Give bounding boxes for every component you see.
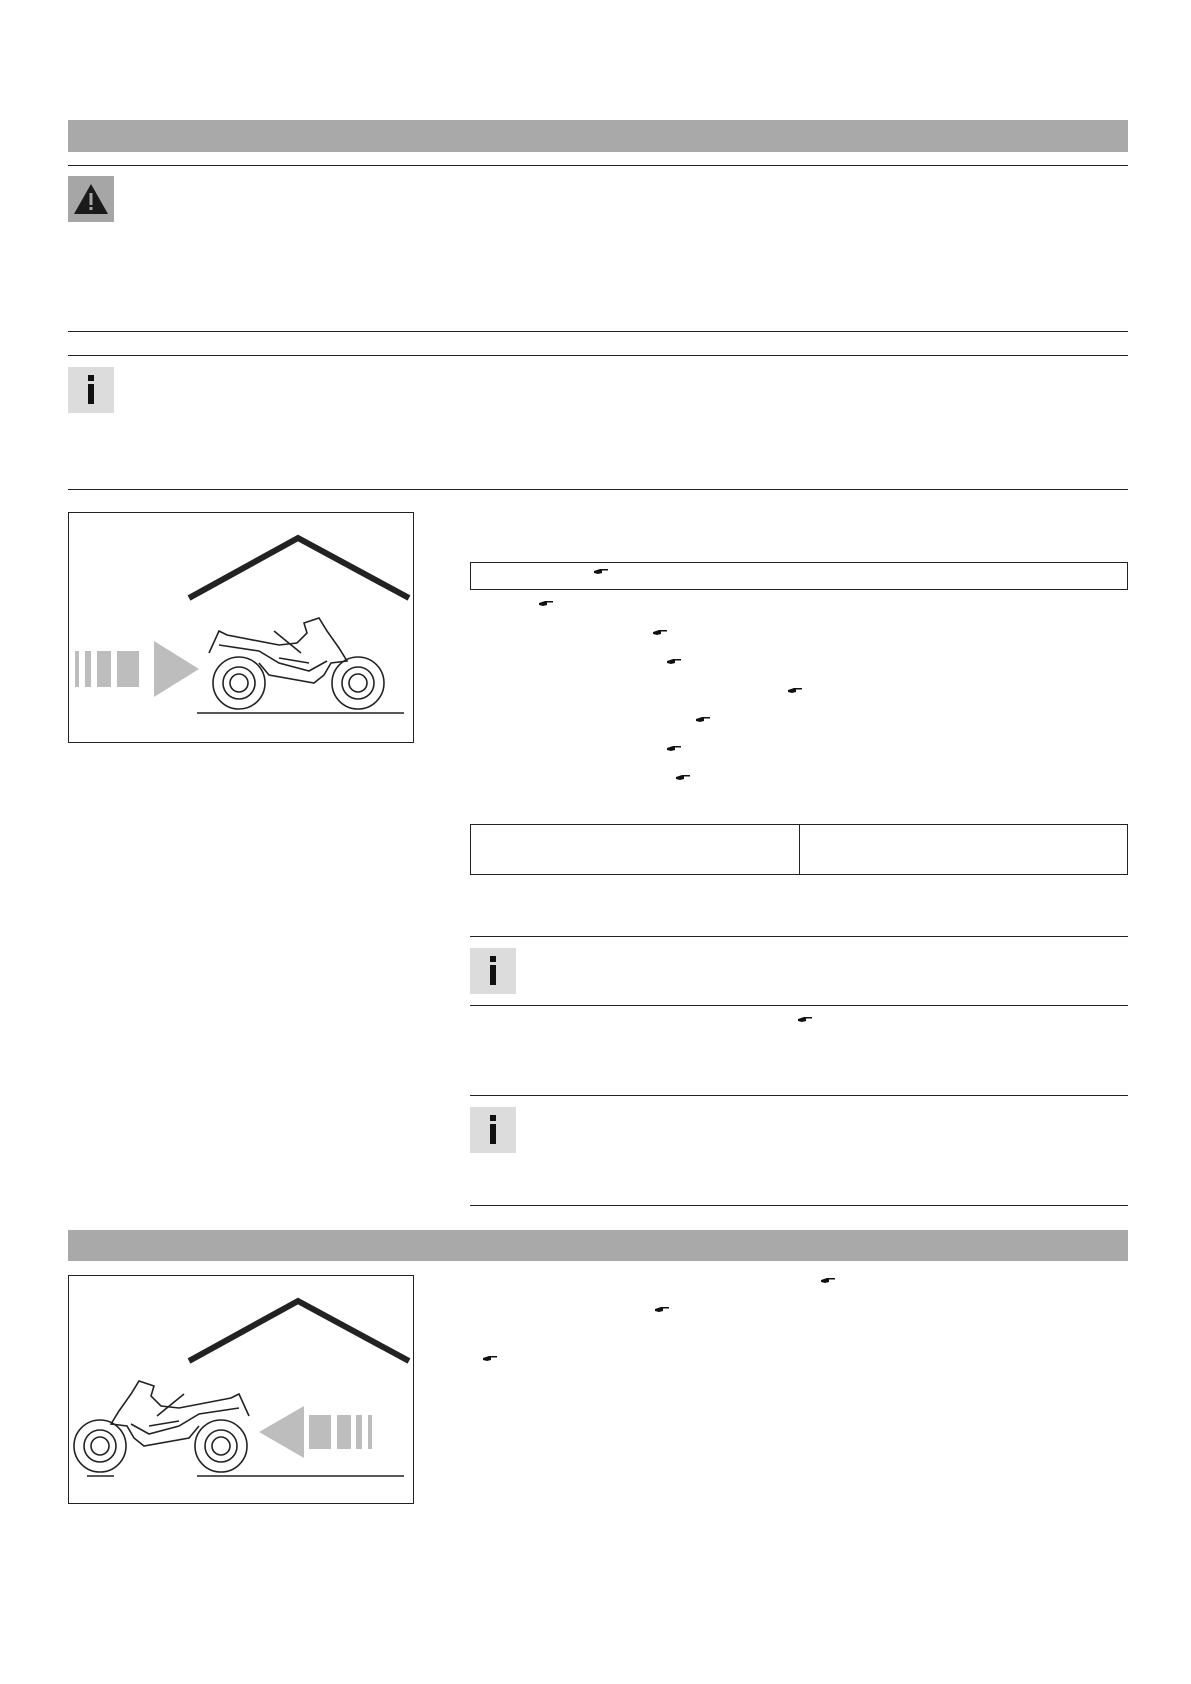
pointing-hand-icon bbox=[666, 743, 682, 753]
spec-table-divider bbox=[799, 825, 800, 874]
pointing-hand-icon bbox=[593, 566, 609, 576]
info-icon-box-2 bbox=[470, 948, 516, 994]
reference-table-box bbox=[470, 562, 1128, 590]
info-bottom-rule-2 bbox=[470, 1005, 1128, 1006]
illustration-garage-enter bbox=[68, 512, 414, 743]
pointing-hand-icon bbox=[787, 685, 803, 695]
spec-table bbox=[470, 824, 1128, 875]
pointing-hand-icon bbox=[482, 1353, 498, 1363]
section-header-bar-1 bbox=[68, 120, 1128, 152]
pointing-hand-icon bbox=[654, 1304, 670, 1314]
warning-bottom-rule bbox=[68, 331, 1128, 332]
info-top-rule-2 bbox=[470, 936, 1128, 937]
info-icon-box-3 bbox=[470, 1107, 516, 1153]
info-icon bbox=[470, 948, 516, 994]
motorcycle-into-garage-image bbox=[69, 513, 413, 742]
info-top-rule-1 bbox=[68, 355, 1128, 356]
pointing-hand-icon bbox=[666, 656, 682, 666]
info-icon bbox=[68, 367, 114, 413]
motorcycle-out-of-garage-image bbox=[69, 1276, 413, 1503]
pointing-hand-icon bbox=[797, 1014, 813, 1024]
pointing-hand-icon bbox=[695, 714, 711, 724]
pointing-hand-icon bbox=[820, 1275, 836, 1285]
pointing-hand-icon bbox=[675, 772, 691, 782]
warning-icon-box bbox=[68, 176, 114, 222]
info-bottom-rule-3 bbox=[470, 1205, 1128, 1206]
pointing-hand-icon bbox=[652, 627, 668, 637]
warning-triangle-icon bbox=[68, 176, 114, 222]
section-header-bar-2 bbox=[68, 1230, 1128, 1261]
info-icon bbox=[470, 1107, 516, 1153]
illustration-garage-exit bbox=[68, 1275, 414, 1504]
pointing-hand-icon bbox=[538, 598, 554, 608]
info-top-rule-3 bbox=[470, 1095, 1128, 1096]
info-bottom-rule-1 bbox=[68, 489, 1128, 490]
warning-top-rule bbox=[68, 165, 1128, 166]
info-icon-box-1 bbox=[68, 367, 114, 413]
